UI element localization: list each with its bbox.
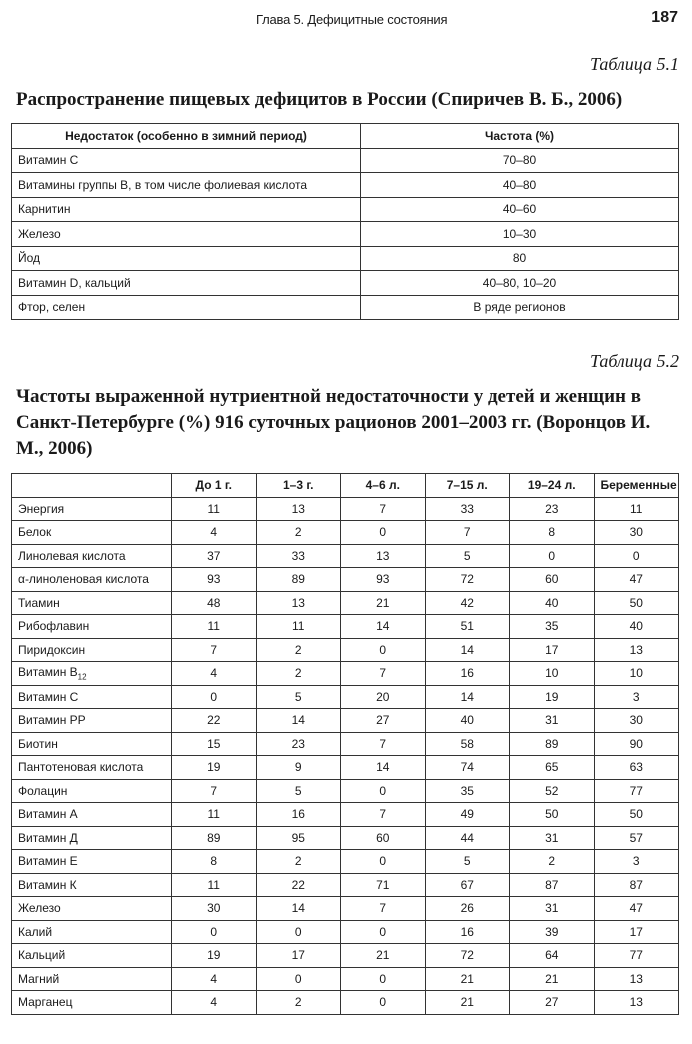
deficiency-percent: 11 bbox=[172, 803, 257, 827]
deficiency-percent: 87 bbox=[510, 873, 595, 897]
nutrient-name-base: Витамин В bbox=[18, 665, 78, 680]
running-header bbox=[0, 9, 692, 31]
table-row bbox=[12, 246, 679, 271]
nutrient-name: Марганец bbox=[12, 991, 172, 1015]
deficiency-percent: 0 bbox=[256, 920, 341, 944]
table-5-2-label: Таблица 5.2 bbox=[589, 351, 679, 371]
deficiency-percent: 0 bbox=[341, 521, 426, 545]
deficiency-percent: 40 bbox=[594, 615, 679, 639]
deficiency-percent: 33 bbox=[425, 497, 510, 521]
deficiency-percent: 31 bbox=[510, 897, 595, 921]
table-5-2 bbox=[11, 473, 679, 1015]
table-header-row bbox=[12, 474, 679, 498]
table-row bbox=[12, 826, 679, 850]
deficiency-percent: 0 bbox=[256, 967, 341, 991]
deficiency-percent: 11 bbox=[594, 497, 679, 521]
table-row bbox=[12, 803, 679, 827]
nutrient-name: Линолевая кислота bbox=[12, 544, 172, 568]
deficiency-percent: 90 bbox=[594, 732, 679, 756]
deficiency-percent: 13 bbox=[594, 638, 679, 662]
deficiency-percent: 19 bbox=[172, 756, 257, 780]
column-header-age-19-24: 19–24 л. bbox=[510, 474, 595, 498]
deficiency-percent: 17 bbox=[256, 944, 341, 968]
deficiency-percent: 67 bbox=[425, 873, 510, 897]
deficiency-percent: 0 bbox=[172, 920, 257, 944]
table-row bbox=[12, 944, 679, 968]
deficiency-name: Йод bbox=[12, 246, 361, 271]
deficiency-percent: 2 bbox=[256, 662, 341, 686]
deficiency-percent: 30 bbox=[172, 897, 257, 921]
deficiency-percent: 50 bbox=[510, 803, 595, 827]
deficiency-percent: 72 bbox=[425, 568, 510, 592]
deficiency-percent: 93 bbox=[172, 568, 257, 592]
table-row bbox=[12, 756, 679, 780]
nutrient-name: Тиамин bbox=[12, 591, 172, 615]
table-row bbox=[12, 148, 679, 173]
deficiency-percent: 2 bbox=[256, 521, 341, 545]
deficiency-percent: 16 bbox=[256, 803, 341, 827]
nutrient-name: Витамин Е bbox=[12, 850, 172, 874]
frequency-value: 40–60 bbox=[361, 197, 679, 222]
deficiency-percent: 71 bbox=[341, 873, 426, 897]
column-header-nutrient bbox=[12, 474, 172, 498]
nutrient-name: Кальций bbox=[12, 944, 172, 968]
deficiency-name: Железо bbox=[12, 222, 361, 247]
deficiency-percent: 95 bbox=[256, 826, 341, 850]
deficiency-percent: 10 bbox=[510, 662, 595, 686]
nutrient-name: Витамин РР bbox=[12, 709, 172, 733]
nutrient-name bbox=[12, 662, 172, 686]
deficiency-percent: 14 bbox=[425, 685, 510, 709]
frequency-value: В ряде регионов bbox=[361, 295, 679, 320]
deficiency-percent: 2 bbox=[256, 638, 341, 662]
deficiency-percent: 47 bbox=[594, 897, 679, 921]
deficiency-percent: 11 bbox=[256, 615, 341, 639]
table-row bbox=[12, 685, 679, 709]
deficiency-percent: 5 bbox=[425, 850, 510, 874]
deficiency-percent: 17 bbox=[594, 920, 679, 944]
deficiency-percent: 7 bbox=[341, 803, 426, 827]
table-row bbox=[12, 568, 679, 592]
deficiency-percent: 40 bbox=[510, 591, 595, 615]
deficiency-percent: 22 bbox=[256, 873, 341, 897]
deficiency-percent: 13 bbox=[256, 591, 341, 615]
deficiency-percent: 3 bbox=[594, 850, 679, 874]
deficiency-percent: 7 bbox=[341, 662, 426, 686]
deficiency-percent: 14 bbox=[256, 709, 341, 733]
table-row bbox=[12, 709, 679, 733]
deficiency-percent: 60 bbox=[510, 568, 595, 592]
deficiency-percent: 30 bbox=[594, 709, 679, 733]
deficiency-percent: 21 bbox=[341, 591, 426, 615]
frequency-value: 80 bbox=[361, 246, 679, 271]
deficiency-percent: 72 bbox=[425, 944, 510, 968]
deficiency-percent: 17 bbox=[510, 638, 595, 662]
nutrient-name: Фолацин bbox=[12, 779, 172, 803]
column-header-age-1-3: 1–3 г. bbox=[256, 474, 341, 498]
deficiency-percent: 7 bbox=[172, 779, 257, 803]
deficiency-percent: 0 bbox=[341, 779, 426, 803]
column-header-age-4-6: 4–6 л. bbox=[341, 474, 426, 498]
table-row bbox=[12, 615, 679, 639]
deficiency-percent: 21 bbox=[341, 944, 426, 968]
nutrient-name: Витамин К bbox=[12, 873, 172, 897]
deficiency-percent: 35 bbox=[425, 779, 510, 803]
deficiency-percent: 74 bbox=[425, 756, 510, 780]
nutrient-name: Витамин С bbox=[12, 685, 172, 709]
nutrient-name: Пантотеновая кислота bbox=[12, 756, 172, 780]
deficiency-percent: 13 bbox=[256, 497, 341, 521]
deficiency-percent: 89 bbox=[510, 732, 595, 756]
deficiency-percent: 35 bbox=[510, 615, 595, 639]
table-row bbox=[12, 967, 679, 991]
column-header-age-7-15: 7–15 л. bbox=[425, 474, 510, 498]
deficiency-percent: 14 bbox=[341, 756, 426, 780]
table-row bbox=[12, 991, 679, 1015]
deficiency-percent: 51 bbox=[425, 615, 510, 639]
nutrient-name: Железо bbox=[12, 897, 172, 921]
deficiency-name: Витамин С bbox=[12, 148, 361, 173]
deficiency-percent: 39 bbox=[510, 920, 595, 944]
table-row bbox=[12, 295, 679, 320]
nutrient-name: Калий bbox=[12, 920, 172, 944]
deficiency-percent: 0 bbox=[341, 920, 426, 944]
deficiency-percent: 44 bbox=[425, 826, 510, 850]
table-5-1-label: Таблица 5.1 bbox=[589, 54, 679, 74]
deficiency-percent: 63 bbox=[594, 756, 679, 780]
deficiency-percent: 22 bbox=[172, 709, 257, 733]
nutrient-name: Витамин Д bbox=[12, 826, 172, 850]
deficiency-percent: 89 bbox=[172, 826, 257, 850]
deficiency-percent: 0 bbox=[172, 685, 257, 709]
deficiency-percent: 20 bbox=[341, 685, 426, 709]
table-5-2-body bbox=[12, 497, 679, 1014]
deficiency-percent: 7 bbox=[172, 638, 257, 662]
deficiency-percent: 19 bbox=[510, 685, 595, 709]
deficiency-percent: 10 bbox=[594, 662, 679, 686]
deficiency-percent: 27 bbox=[341, 709, 426, 733]
deficiency-percent: 2 bbox=[256, 991, 341, 1015]
deficiency-percent: 7 bbox=[341, 897, 426, 921]
table-header-row bbox=[12, 124, 679, 149]
deficiency-percent: 49 bbox=[425, 803, 510, 827]
deficiency-percent: 0 bbox=[341, 638, 426, 662]
deficiency-percent: 31 bbox=[510, 709, 595, 733]
deficiency-percent: 23 bbox=[510, 497, 595, 521]
deficiency-percent: 21 bbox=[510, 967, 595, 991]
nutrient-name: Белок bbox=[12, 521, 172, 545]
deficiency-percent: 7 bbox=[425, 521, 510, 545]
deficiency-name: Фтор, селен bbox=[12, 295, 361, 320]
frequency-value: 10–30 bbox=[361, 222, 679, 247]
deficiency-percent: 14 bbox=[256, 897, 341, 921]
deficiency-percent: 5 bbox=[425, 544, 510, 568]
deficiency-percent: 2 bbox=[256, 850, 341, 874]
deficiency-percent: 0 bbox=[510, 544, 595, 568]
deficiency-percent: 4 bbox=[172, 991, 257, 1015]
table-row bbox=[12, 173, 679, 198]
deficiency-percent: 47 bbox=[594, 568, 679, 592]
deficiency-percent: 9 bbox=[256, 756, 341, 780]
table-row bbox=[12, 271, 679, 296]
table-row bbox=[12, 897, 679, 921]
deficiency-percent: 11 bbox=[172, 615, 257, 639]
column-header-deficiency: Недостаток (особенно в зимний период) bbox=[12, 124, 361, 149]
deficiency-percent: 8 bbox=[172, 850, 257, 874]
deficiency-percent: 8 bbox=[510, 521, 595, 545]
deficiency-percent: 42 bbox=[425, 591, 510, 615]
deficiency-name: Карнитин bbox=[12, 197, 361, 222]
table-row bbox=[12, 850, 679, 874]
nutrient-name: Витамин А bbox=[12, 803, 172, 827]
deficiency-percent: 0 bbox=[341, 991, 426, 1015]
table-row bbox=[12, 222, 679, 247]
deficiency-percent: 19 bbox=[172, 944, 257, 968]
deficiency-name: Витамины группы В, в том числе фолиевая кислота bbox=[12, 173, 361, 198]
deficiency-percent: 27 bbox=[510, 991, 595, 1015]
deficiency-name: Витамин D, кальций bbox=[12, 271, 361, 296]
deficiency-percent: 89 bbox=[256, 568, 341, 592]
deficiency-percent: 0 bbox=[341, 967, 426, 991]
deficiency-percent: 5 bbox=[256, 779, 341, 803]
deficiency-percent: 65 bbox=[510, 756, 595, 780]
frequency-value: 40–80, 10–20 bbox=[361, 271, 679, 296]
table-row bbox=[12, 732, 679, 756]
nutrient-name: Биотин bbox=[12, 732, 172, 756]
deficiency-percent: 21 bbox=[425, 991, 510, 1015]
deficiency-percent: 23 bbox=[256, 732, 341, 756]
table-row bbox=[12, 638, 679, 662]
deficiency-percent: 26 bbox=[425, 897, 510, 921]
table-row bbox=[12, 497, 679, 521]
deficiency-percent: 14 bbox=[341, 615, 426, 639]
deficiency-percent: 93 bbox=[341, 568, 426, 592]
column-header-frequency: Частота (%) bbox=[361, 124, 679, 149]
page-number: 187 bbox=[651, 9, 678, 26]
deficiency-percent: 58 bbox=[425, 732, 510, 756]
nutrient-name: Рибофлавин bbox=[12, 615, 172, 639]
deficiency-percent: 7 bbox=[341, 497, 426, 521]
table-row bbox=[12, 544, 679, 568]
deficiency-percent: 14 bbox=[425, 638, 510, 662]
deficiency-percent: 0 bbox=[594, 544, 679, 568]
deficiency-percent: 30 bbox=[594, 521, 679, 545]
table-5-1-title: Распространение пищевых дефицитов в России (Спиричев В. Б., 2006) bbox=[16, 89, 623, 110]
deficiency-percent: 37 bbox=[172, 544, 257, 568]
table-row bbox=[12, 197, 679, 222]
deficiency-percent: 52 bbox=[510, 779, 595, 803]
deficiency-percent: 87 bbox=[594, 873, 679, 897]
deficiency-percent: 50 bbox=[594, 803, 679, 827]
table-5-1 bbox=[11, 123, 679, 320]
table-row bbox=[12, 521, 679, 545]
frequency-value: 40–80 bbox=[361, 173, 679, 198]
deficiency-percent: 13 bbox=[341, 544, 426, 568]
table-row bbox=[12, 779, 679, 803]
nutrient-name: Энергия bbox=[12, 497, 172, 521]
deficiency-percent: 31 bbox=[510, 826, 595, 850]
table-row bbox=[12, 873, 679, 897]
deficiency-percent: 15 bbox=[172, 732, 257, 756]
deficiency-percent: 40 bbox=[425, 709, 510, 733]
table-5-2-title: Частоты выраженной нутриентной недостаточности у детей и женщин в Санкт-Петербурге (%) 916 суточных рационов 2001–2003 гг. (Воронцов И. М., 2006) bbox=[16, 386, 651, 459]
deficiency-percent: 2 bbox=[510, 850, 595, 874]
nutrient-name: α-линоленовая кислота bbox=[12, 568, 172, 592]
deficiency-percent: 5 bbox=[256, 685, 341, 709]
deficiency-percent: 13 bbox=[594, 967, 679, 991]
deficiency-percent: 4 bbox=[172, 967, 257, 991]
deficiency-percent: 60 bbox=[341, 826, 426, 850]
deficiency-percent: 4 bbox=[172, 521, 257, 545]
deficiency-percent: 16 bbox=[425, 920, 510, 944]
deficiency-percent: 4 bbox=[172, 662, 257, 686]
deficiency-percent: 16 bbox=[425, 662, 510, 686]
deficiency-percent: 50 bbox=[594, 591, 679, 615]
deficiency-percent: 33 bbox=[256, 544, 341, 568]
deficiency-percent: 11 bbox=[172, 873, 257, 897]
chapter-title: Глава 5. Дефицитные состояния bbox=[256, 12, 448, 27]
frequency-value: 70–80 bbox=[361, 148, 679, 173]
table-row bbox=[12, 920, 679, 944]
nutrient-name-subscript: 12 bbox=[77, 672, 87, 682]
deficiency-percent: 3 bbox=[594, 685, 679, 709]
deficiency-percent: 57 bbox=[594, 826, 679, 850]
deficiency-percent: 64 bbox=[510, 944, 595, 968]
nutrient-name: Пиридоксин bbox=[12, 638, 172, 662]
column-header-pregnant: Беременные bbox=[594, 474, 679, 498]
column-header-age-under-1: До 1 г. bbox=[172, 474, 257, 498]
deficiency-percent: 77 bbox=[594, 944, 679, 968]
deficiency-percent: 7 bbox=[341, 732, 426, 756]
table-row bbox=[12, 591, 679, 615]
deficiency-percent: 0 bbox=[341, 850, 426, 874]
deficiency-percent: 13 bbox=[594, 991, 679, 1015]
nutrient-name: Магний bbox=[12, 967, 172, 991]
deficiency-percent: 48 bbox=[172, 591, 257, 615]
deficiency-percent: 11 bbox=[172, 497, 257, 521]
deficiency-percent: 21 bbox=[425, 967, 510, 991]
table-row bbox=[12, 662, 679, 686]
deficiency-percent: 77 bbox=[594, 779, 679, 803]
